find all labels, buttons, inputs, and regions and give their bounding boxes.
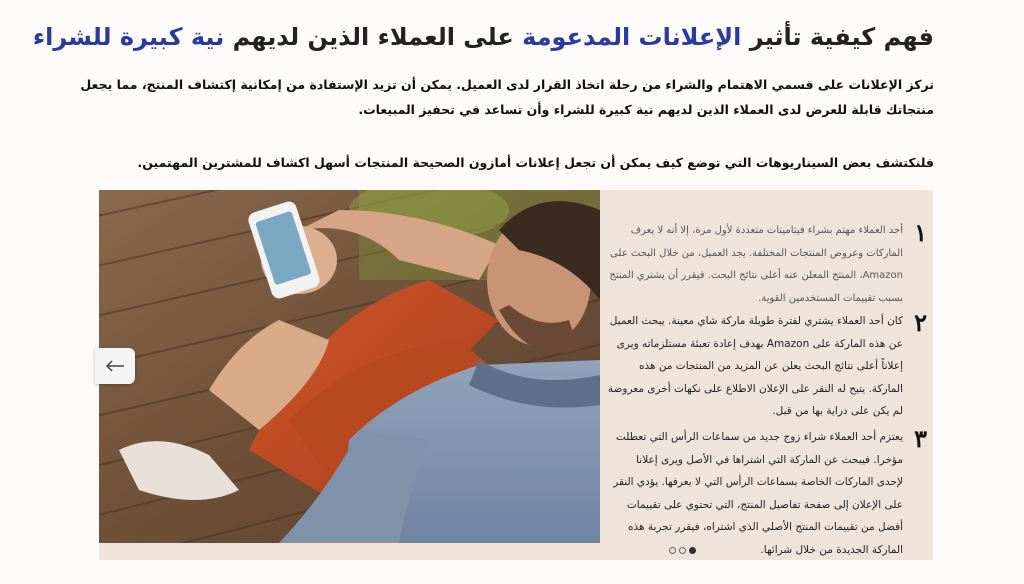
scenario-item [607,426,927,561]
scenario-number: ٢ [914,308,927,337]
scenarios-subheading: فلنكتشف بعض السيناريوهات التي توضع كيف يمكن أن تجعل إعلانات أمازون الصحيحة المنتجات أسهل اكشاف للمشترين المهتمين. [137,155,934,170]
scenario-item [607,220,927,310]
title-part-1: فهم كيفية تأثير [741,23,934,51]
page-title [32,18,934,56]
scenario-item [607,310,927,423]
man-using-smartphone-photo [99,190,600,543]
scenario-text: أحد العملاء مهتم بشراء فيتامينات متعددة لأول مرة، إلا أنه لا يعرف الماركات وعروض المنتجات المختلفة. يجد العميل، من خلال البحث على Amazon، المنتج المعلن عنه أعلى نتائج البحث. فيقرر أن يشتري المنتج بسبب تقييمات المستخدمين القوية. [609,225,903,304]
title-part-2: على العملاء الذين لديهم [224,23,523,51]
scenario-text: يعتزم أحد العملاء شراء زوج جديد من سماعات الرأس التي تعطلت مؤخرا. فيبحث عن الماركة التي اشتراها في الأصل ويرى إعلانا لإحدى الماركات الخاصة بسماعات الرأس التي لا يعرفها. يؤدي النقر على الإعلان إلى صفحة تفاصيل المنتج، التي تحتوي على تقييمات أفضل من تقييمات المنتج الأصلي الذي اشتراه، فيقرر تجربة هذه الماركة الجديدة من خلال شرائها. [613,431,903,556]
intro-paragraph: تركز الإعلانات على قسمي الاهتمام والشراء من رحلة اتخاذ القرار لدى العميل. يمكن أن تزيد الإستفادة من إمكانية إكتشاف المنتج، مما يجعل منتجاتك قابلة للعرض لدى العملاء الذين لديهم نية كبيرة للشراء وأن تساعد في تحفيز المبيعات. [80,77,934,117]
slider-pagination [669,547,696,554]
title-highlight-2: نية كبيرة للشراء [32,23,225,51]
scenario-slider [99,190,933,560]
scenario-number: ١ [914,218,927,247]
scenarios-panel [600,190,933,556]
title-highlight-1: الإعلانات المدعومة [522,23,742,51]
arrow-left-icon [105,360,125,372]
slider-prev-button[interactable] [95,348,135,384]
slider-dot[interactable] [679,547,686,554]
scenario-text: كان أحد العملاء يشتري لفترة طويلة ماركة شاي معينة. يبحث العميل عن هذه الماركة على Amazon بهدف إعادة تعبئة مستلزماته ويرى إعلاناً أعلى نتائج البحث يعلن عن المزيد من المنتجات من هذه الماركة. يتيح له النقر على الإعلان الاطلاع على نكهات أخرى معروضة لم يكن على دراية بها من قبل. [607,315,903,417]
slider-dot-active[interactable] [689,547,696,554]
slider-dot[interactable] [669,547,676,554]
scenario-number: ٣ [914,424,927,453]
